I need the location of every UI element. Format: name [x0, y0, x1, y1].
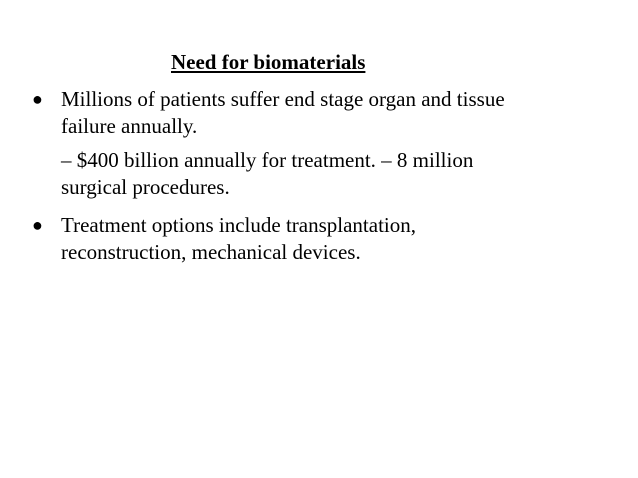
sub-text: surgical procedures.: [61, 175, 230, 199]
bullet-item: [32, 86, 632, 140]
sub-line: [32, 147, 632, 174]
bullet-line: [32, 239, 632, 266]
sub-line: [32, 174, 632, 201]
slide-title: Need for biomaterials: [171, 50, 366, 74]
bullet-line: [32, 86, 632, 113]
bullet-text: failure annually.: [61, 114, 198, 138]
sub-text: – $400 billion annually for treatment. – 8 million: [61, 148, 474, 172]
bullet-item: [32, 212, 632, 266]
bullet-text: Treatment options include transplantation,: [61, 213, 417, 237]
bullet-line: [32, 113, 632, 140]
sub-item: [32, 147, 632, 201]
bullet-dot-icon: ●: [32, 215, 43, 235]
bullet-text: Millions of patients suffer end stage organ and tissue: [61, 87, 505, 111]
bullet-text: reconstruction, mechanical devices.: [61, 240, 361, 264]
bullet-line: [32, 212, 632, 239]
bullet-dot-icon: ●: [32, 89, 43, 109]
